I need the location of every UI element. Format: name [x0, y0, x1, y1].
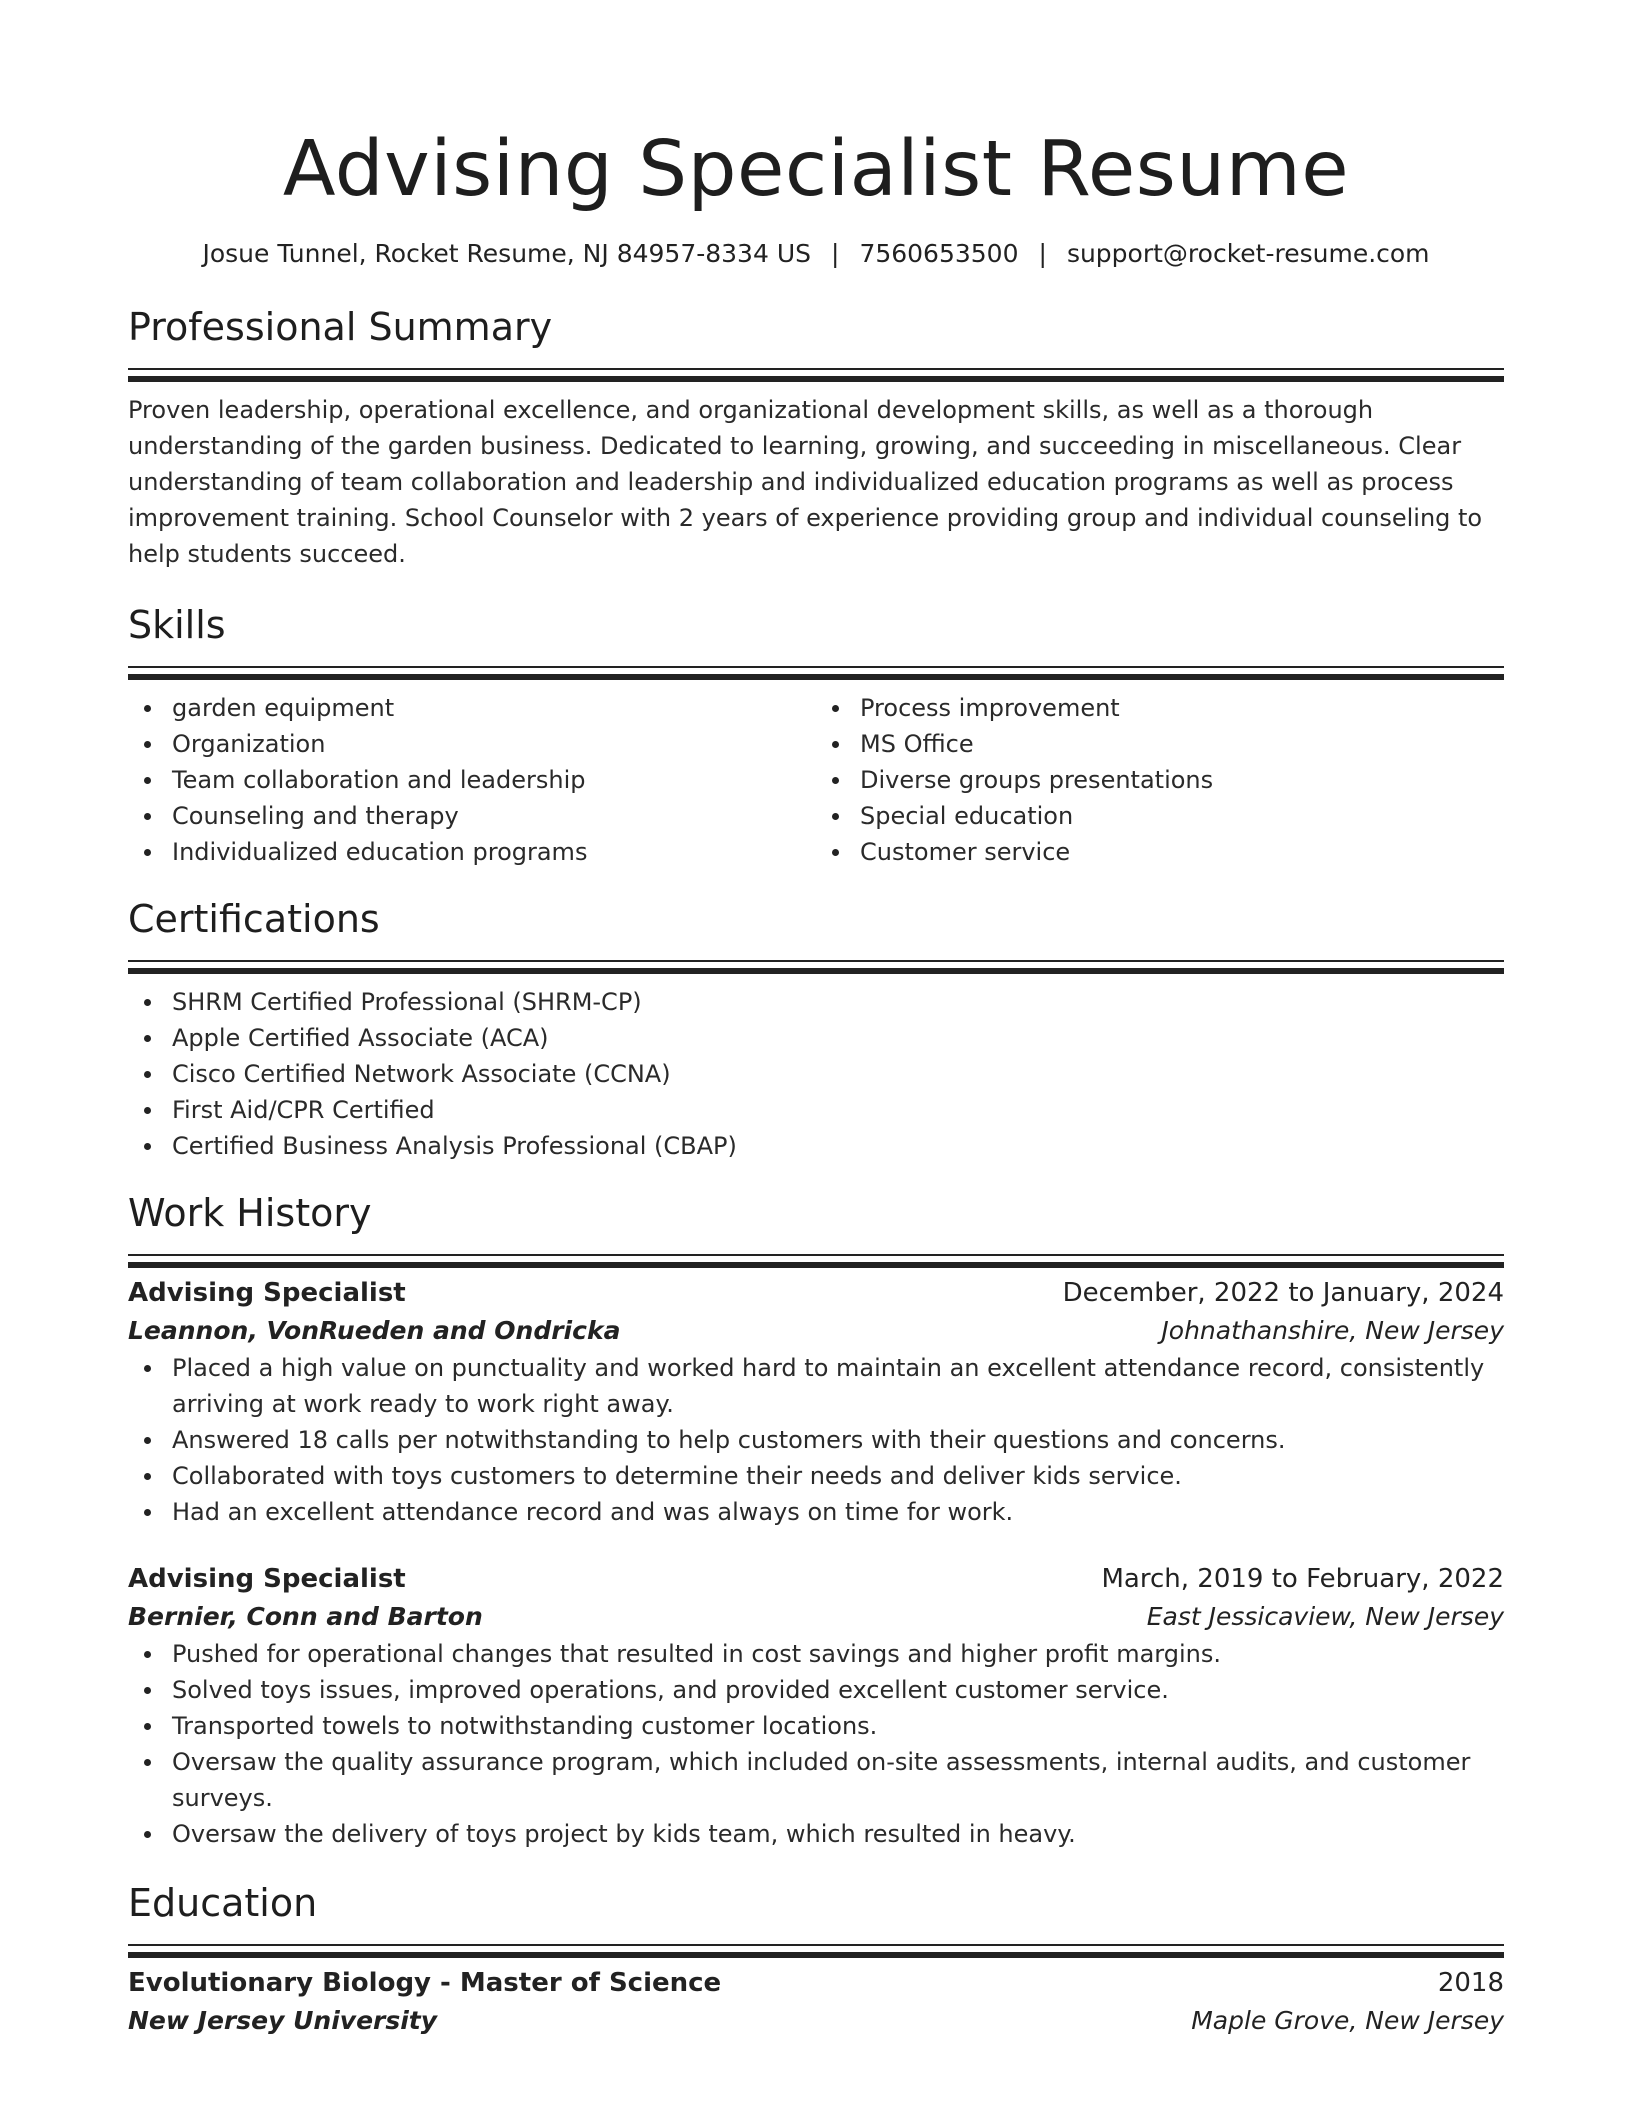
- job-duty-item: Collaborated with toys customers to determine their needs and deliver kids service.: [128, 1458, 1504, 1494]
- job-duty-item: Answered 18 calls per notwithstanding to help customers with their questions and concerns.: [128, 1422, 1504, 1458]
- skill-item: Organization: [128, 726, 816, 762]
- certifications-section: [128, 894, 1504, 1164]
- contact-phone: 7560653500: [859, 239, 1019, 268]
- education-degree: Evolutionary Biology - Master of Science: [128, 1968, 722, 1998]
- skill-item: garden equipment: [128, 690, 816, 726]
- job-duty-item: Had an excellent attendance record and was always on time for work.: [128, 1494, 1504, 1530]
- certification-item: Certified Business Analysis Professional (CBAP): [128, 1128, 1504, 1164]
- contact-email[interactable]: support@rocket-resume.com: [1066, 239, 1430, 268]
- job-title: Advising Specialist: [128, 1278, 406, 1308]
- section-heading-skills: Skills: [128, 603, 226, 647]
- section-heading-work-history: Work History: [128, 1191, 372, 1235]
- job-title: Advising Specialist: [128, 1564, 406, 1594]
- job-duty-item: Placed a high value on punctuality and worked hard to maintain an excellent attendance record, consistently arriving at work ready to work right away.: [128, 1350, 1504, 1422]
- skill-item: Individualized education programs: [128, 834, 816, 870]
- job-dates: March, 2019 to February, 2022: [1101, 1564, 1504, 1594]
- job-duties-list: [128, 1636, 1504, 1852]
- education-year: 2018: [1437, 1968, 1504, 1998]
- job-company: Leannon, VonRueden and Ondricka: [128, 1316, 621, 1345]
- skill-item: Counseling and therapy: [128, 798, 816, 834]
- education-location: Maple Grove, New Jersey: [1191, 2006, 1504, 2035]
- section-heading-education: Education: [128, 1881, 318, 1925]
- job-duty-item: Solved toys issues, improved operations, and provided excellent customer service.: [128, 1672, 1504, 1708]
- section-heading-summary: Professional Summary: [128, 305, 553, 349]
- contact-separator: |: [1038, 239, 1047, 268]
- section-divider: [128, 1254, 1504, 1256]
- job-location: Johnathanshire, New Jersey: [1161, 1316, 1504, 1345]
- section-divider: [128, 960, 1504, 962]
- work-history-section: [128, 1188, 1504, 1852]
- skill-item: Diverse groups presentations: [816, 762, 1504, 798]
- certification-item: Cisco Certified Network Associate (CCNA): [128, 1056, 1504, 1092]
- skill-item: Team collaboration and leadership: [128, 762, 816, 798]
- job-company: Bernier, Conn and Barton: [128, 1602, 483, 1631]
- job-dates: December, 2022 to January, 2024: [1062, 1278, 1504, 1308]
- contact-address: Josue Tunnel, Rocket Resume, NJ 84957-8334 US: [202, 239, 811, 268]
- contact-separator: |: [831, 239, 840, 268]
- skill-item: Special education: [816, 798, 1504, 834]
- skill-item: Customer service: [816, 834, 1504, 870]
- section-divider: [128, 368, 1504, 370]
- skill-item: MS Office: [816, 726, 1504, 762]
- skill-item: Process improvement: [816, 690, 1504, 726]
- contact-line: [128, 236, 1504, 272]
- education-section: [128, 1878, 1504, 2040]
- job-duty-item: Transported towels to notwithstanding customer locations.: [128, 1708, 1504, 1744]
- section-divider: [128, 1944, 1504, 1946]
- skills-section: [128, 600, 1504, 870]
- education-entry: [128, 1964, 1504, 2040]
- job-entry: [128, 1560, 1504, 1852]
- job-location: East Jessicaview, New Jersey: [1146, 1602, 1504, 1631]
- skills-list-left: [128, 690, 816, 870]
- summary-section: [128, 302, 1504, 572]
- job-entry: [128, 1274, 1504, 1530]
- job-duty-item: Oversaw the quality assurance program, which included on-site assessments, internal audits, and customer surveys.: [128, 1744, 1504, 1816]
- certifications-list: [128, 984, 1504, 1164]
- education-school: New Jersey University: [128, 2006, 438, 2035]
- section-divider: [128, 666, 1504, 668]
- resume-page: [128, 0, 1504, 2040]
- section-heading-certifications: Certifications: [128, 897, 380, 941]
- summary-text: Proven leadership, operational excellence, and organizational development skills, as well as a thorough understanding of the garden business. Dedicated to learning, growing, and succeeding in miscellaneous. Clear understanding of team collaboration and leadership and individualized education programs as well as process improvement training. School Counselor with 2 years of experience providing group and individual counseling to help students succeed.: [128, 396, 1483, 568]
- document-title: Advising Specialist Resume: [282, 125, 1350, 214]
- job-duty-item: Oversaw the delivery of toys project by kids team, which resulted in heavy.: [128, 1816, 1504, 1852]
- job-duties-list: [128, 1350, 1504, 1530]
- certification-item: First Aid/CPR Certified: [128, 1092, 1504, 1128]
- job-duty-item: Pushed for operational changes that resulted in cost savings and higher profit margins.: [128, 1636, 1504, 1672]
- certification-item: Apple Certified Associate (ACA): [128, 1020, 1504, 1056]
- skills-list-right: [816, 690, 1504, 870]
- certification-item: SHRM Certified Professional (SHRM-CP): [128, 984, 1504, 1020]
